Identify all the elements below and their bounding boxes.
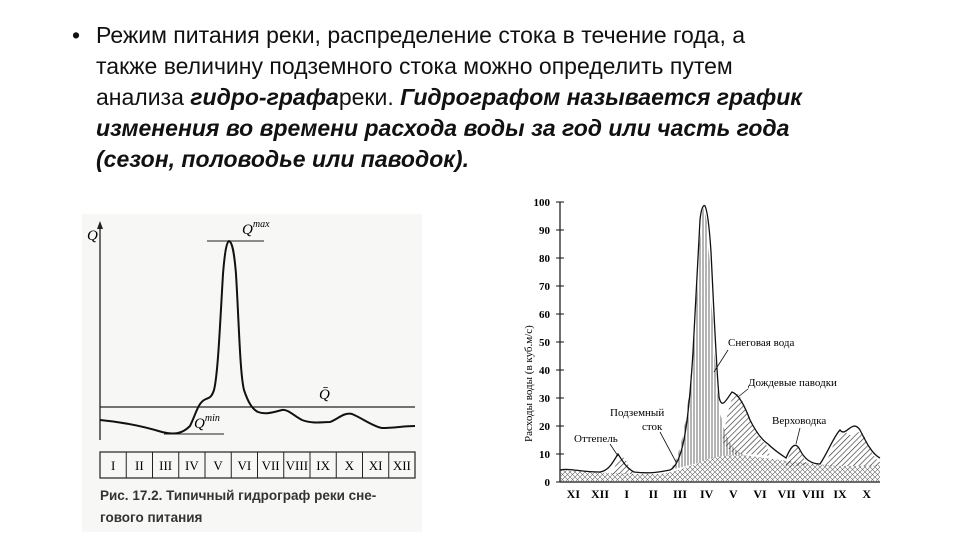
text-line-3-definition: Гидрографом называется график bbox=[400, 84, 802, 110]
annotation-perched-water: Верховодка bbox=[772, 415, 827, 427]
bullet-text bbox=[72, 20, 912, 175]
month-label: VII bbox=[777, 487, 796, 501]
y-tick-label: 0 bbox=[544, 477, 550, 489]
month-label: I bbox=[110, 458, 116, 473]
qmin-label: $Q^{min}$ bbox=[194, 413, 220, 432]
text-line-5 bbox=[72, 144, 912, 175]
month-label: X bbox=[862, 487, 872, 501]
text-line-2 bbox=[72, 51, 912, 82]
text-line-3-c: реки. bbox=[338, 84, 401, 110]
y-tick-label: 70 bbox=[539, 281, 550, 293]
month-label: V bbox=[213, 458, 223, 473]
month-label: X bbox=[344, 458, 355, 473]
text-line-1 bbox=[72, 20, 912, 51]
text-line-3-term: гидро-графа bbox=[190, 84, 339, 110]
text-line-2-content: также величину подземного стока можно определить путем bbox=[96, 53, 733, 79]
bullet-dot: • bbox=[72, 22, 81, 48]
month-label: IX bbox=[833, 487, 847, 501]
text-line-4 bbox=[72, 113, 912, 144]
y-tick-label: 100 bbox=[533, 197, 550, 209]
annotation-thaw: Оттепель bbox=[574, 433, 618, 445]
month-label: II bbox=[135, 458, 144, 473]
y-tick-label: 80 bbox=[539, 253, 550, 265]
q-axis-label: Q bbox=[87, 228, 98, 244]
text-line-5-content: (сезон, половодье или паводок). bbox=[96, 146, 469, 172]
y-axis-label: Расходы воды (в куб.м/с) bbox=[523, 325, 535, 442]
month-label: VIII bbox=[801, 487, 825, 501]
month-label: III bbox=[672, 487, 688, 501]
month-label: XII bbox=[590, 487, 610, 501]
y-tick-label: 90 bbox=[539, 225, 550, 237]
month-label: XI bbox=[368, 458, 383, 473]
y-tick-label: 50 bbox=[539, 337, 550, 349]
text-line-1-content: Режим питания реки, распределение стока в течение года, а bbox=[96, 22, 746, 48]
text-line-3 bbox=[72, 82, 912, 113]
y-tick-label: 20 bbox=[539, 421, 550, 433]
month-label: I bbox=[624, 487, 630, 501]
y-tick-label: 60 bbox=[539, 309, 550, 321]
month-label: II bbox=[648, 487, 659, 501]
annotation-groundwater-2: сток bbox=[642, 421, 663, 433]
month-label: VIII bbox=[285, 458, 309, 473]
month-label: IX bbox=[316, 458, 330, 473]
y-tick-label: 40 bbox=[539, 365, 550, 377]
month-label: III bbox=[159, 458, 173, 473]
figure-annual-hydrograph bbox=[510, 192, 890, 512]
caption-line-1: Рис. 17.2. Типичный гидрограф реки сне- bbox=[100, 488, 377, 503]
annotation-snowmelt: Снеговая вода bbox=[728, 337, 795, 349]
month-label: XI bbox=[566, 487, 581, 501]
annotation-rain-floods: Дождевые паводки bbox=[748, 377, 837, 389]
month-label: IV bbox=[699, 487, 714, 501]
month-label: VII bbox=[261, 458, 280, 473]
y-tick-label: 10 bbox=[539, 449, 550, 461]
caption-line-2: гового питания bbox=[100, 510, 203, 525]
qmax-label: $Q^{max}$ bbox=[242, 219, 270, 238]
qmean-label: Q̄ bbox=[319, 387, 330, 403]
month-label: IV bbox=[185, 458, 199, 473]
summer-flood-area-2 bbox=[825, 431, 880, 466]
text-line-3-a: анализа bbox=[96, 84, 191, 110]
text-line-4-content: изменения во времени расхода воды за год или часть года bbox=[96, 115, 790, 141]
month-label: V bbox=[728, 487, 738, 501]
month-label: XII bbox=[392, 458, 411, 473]
figure-typical-hydrograph bbox=[82, 214, 422, 532]
month-label: VI bbox=[237, 458, 252, 473]
annotation-groundwater-1: Подземный bbox=[610, 407, 665, 419]
y-tick-label: 30 bbox=[539, 393, 550, 405]
rain-flood-area bbox=[722, 392, 770, 456]
month-label: VI bbox=[753, 487, 767, 501]
